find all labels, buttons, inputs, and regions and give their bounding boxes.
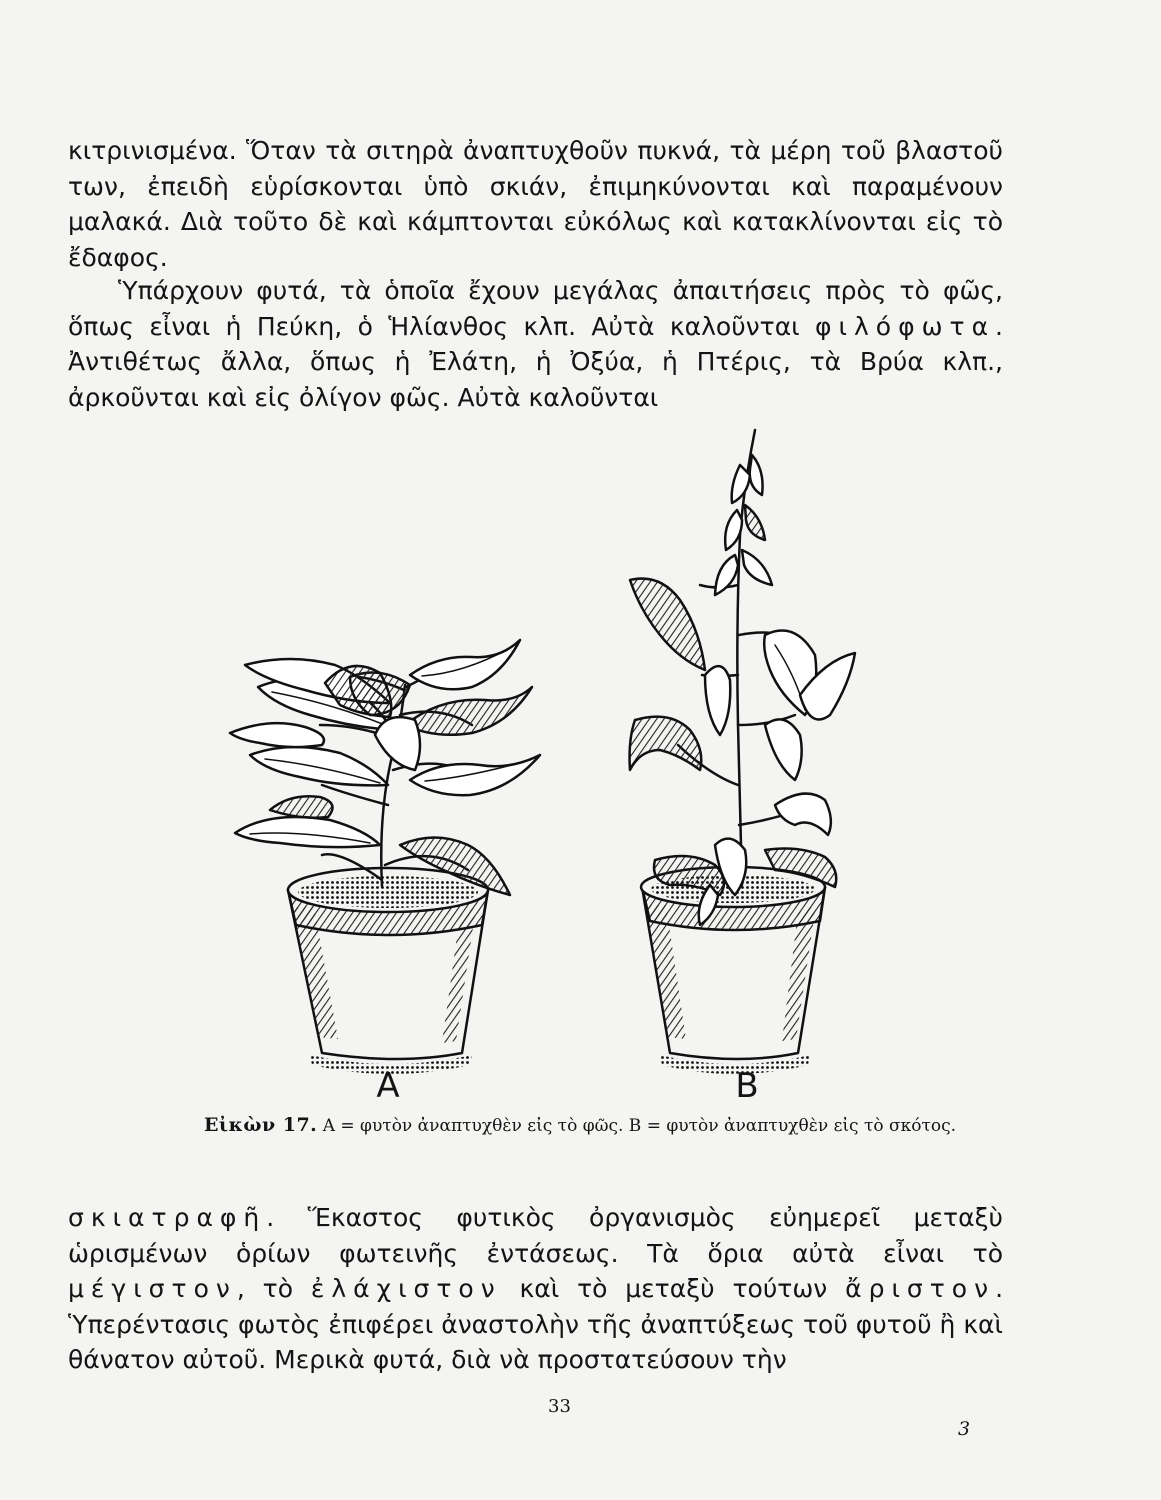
paragraph-bottom: [68, 1200, 1003, 1378]
term-maximum: μέγιστον: [68, 1274, 237, 1303]
paragraph-text: , τὸ: [236, 1274, 311, 1303]
caption-number: Εἰκὼν 17.: [203, 1114, 318, 1136]
label-b: B: [735, 1066, 759, 1105]
pot-a-icon: [288, 868, 488, 1074]
term-shade-tolerant: σκιατραφῆ: [68, 1203, 267, 1232]
term-optimum: ἄριστον: [845, 1274, 996, 1303]
paragraph-top-1: κιτρινισμένα. Ὅταν τὰ σιτηρὰ ἀναπτυχθοῦν πυκνά, τὰ μέρη τοῦ βλαστοῦ των, ἐπειδὴ εὑρίσκονται ὑπὸ σκιάν, ἐπιμηκύνονται καὶ παραμένουν μαλακά. Διὰ τοῦτο δὲ καὶ κάμπτονται εὐκόλως καὶ κατακλίνονται εἰς τὸ ἔδαφος.: [68, 136, 1003, 272]
signature-mark: 3: [958, 1418, 971, 1440]
plant-b: [630, 430, 855, 1074]
paragraph-text: . Ἀντιθέτως ἄλλα, ὅπως ἡ Ἐλάτη, ἡ Ὀξύα, ἡ Πτέρις, τὰ Βρύα κλπ., ἀρκοῦνται καὶ εἰς ὀλίγον φῶς. Αὐτὰ καλοῦνται: [68, 311, 1003, 412]
paragraph-text: καὶ τὸ μεταξὺ τούτων: [501, 1274, 846, 1303]
term-minimum: ἐλάχιστον: [310, 1274, 502, 1303]
paragraph-text: Ὑπάρχουν φυτά, τὰ ὁποῖα ἔχουν μεγάλας ἀπαιτήσεις πρὸς τὸ φῶς, ὅπως εἶναι ἡ Πεύκη, ὁ Ἡλίανθος κλπ. Αὐτὰ καλοῦνται: [68, 276, 1003, 341]
caption-text: Α = φυτὸν ἀναπτυχθὲν εἰς τὸ φῶς. Β = φυτὸν ἀναπτυχθὲν εἰς τὸ σκότος.: [322, 1116, 957, 1136]
plants-illustration: [210, 425, 860, 1105]
pot-b-icon: [641, 867, 825, 1074]
page-number: 33: [548, 1396, 571, 1417]
figure-caption: [150, 1110, 1010, 1141]
plant-a: [230, 640, 540, 1074]
paragraph-top-2: [68, 273, 1003, 415]
term-photophilous: φιλόφωτα: [815, 311, 996, 341]
figure-plants: [210, 425, 860, 1105]
label-a: A: [376, 1066, 400, 1105]
paragraph-text: . Ἕκαστος φυτικὸς ὀργανισμὸς εὐημερεῖ μεταξὺ ὡρισμένων ὁρίων φωτεινῆς ἐντάσεως. Τὰ ὅρια αὐτὰ εἶναι τὸ: [68, 1203, 1003, 1268]
paragraph-text: . Ὑπερέντασις φωτὸς ἐπιφέρει ἀναστολὴν τῆς ἀναπτύξεως τοῦ φυτοῦ ἢ καὶ θάνατον αὐτοῦ. Μερικὰ φυτά, διὰ νὰ προστατεύσουν τὴν: [68, 1274, 1004, 1374]
